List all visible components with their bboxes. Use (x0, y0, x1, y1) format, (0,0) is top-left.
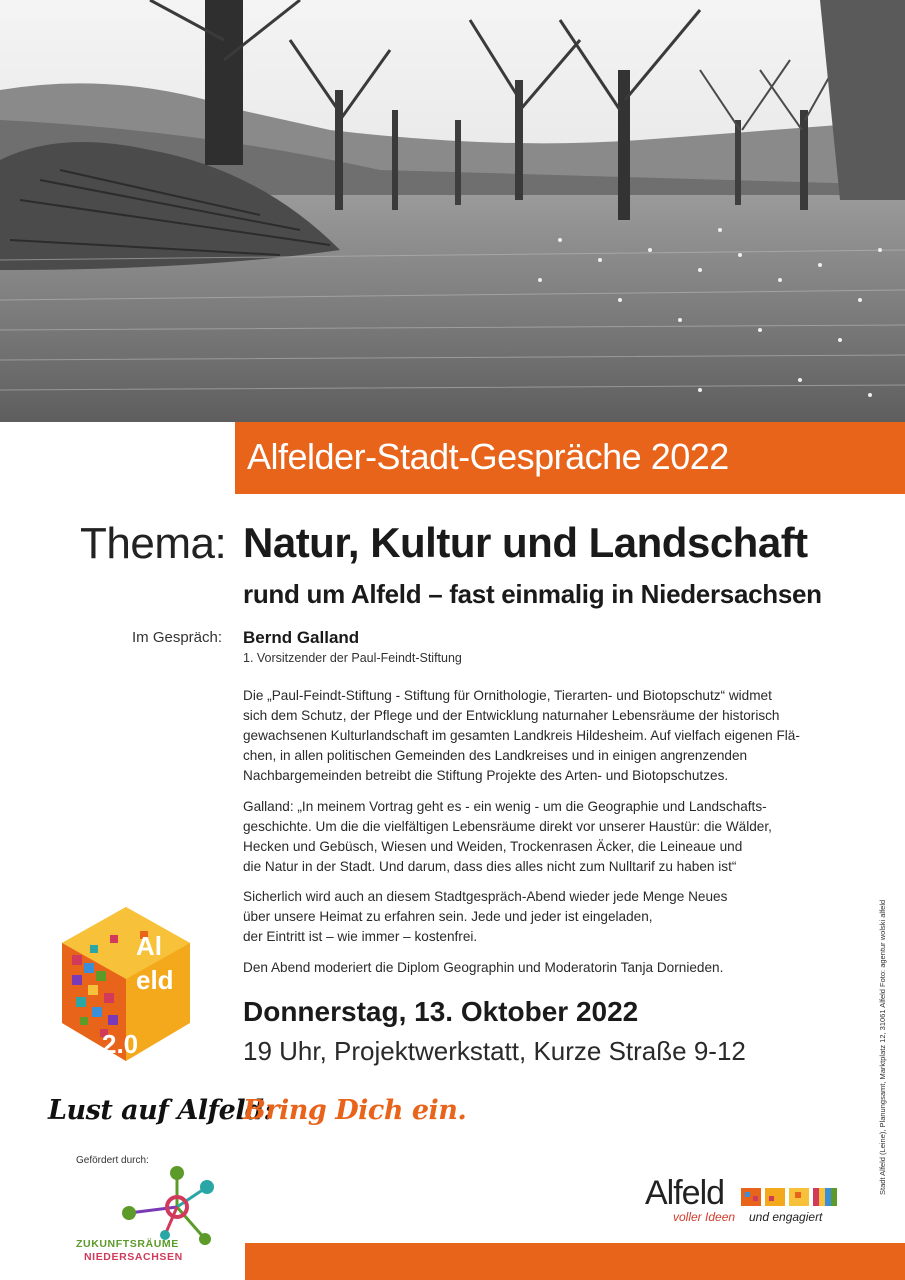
bottom-bar (245, 1243, 905, 1280)
paragraph-line: Die „Paul-Feindt-Stiftung - Stiftung für Ornithologie, Tierarten- und Biotopschutz“ widmet (243, 688, 772, 703)
thema-label: Thema: (80, 519, 227, 568)
paragraph-line: die Natur in der Stadt. Und darum, dass dies alles nicht zum Nulltarif zu haben ist“ (243, 859, 737, 874)
alfeld-cube-logo (60, 905, 192, 1065)
paragraph-invitation (243, 887, 843, 947)
event-date: Donnerstag, 13. Oktober 2022 (243, 996, 639, 1027)
paragraph-line: Galland: „In meinem Vortrag geht es - ein wenig - um die Geographie und Landschafts- (243, 799, 767, 814)
photo-credit: Stadt Alfeld (Leine), Planungsamt, Marktplatz 12, 31061 Alfeld Foto: agentur wolski alfeld (878, 899, 887, 1195)
cube-word-part2: eld (136, 965, 174, 995)
alfeld-city-logo (645, 1174, 845, 1230)
paragraph-line: gewachsenen Kulturlandschaft im gesamten Landkreis Hildesheim. Auf vielfach eigenen Flä- (243, 728, 800, 743)
cube-version: 2.0 (102, 1029, 139, 1059)
zukunftsraeume-logo (115, 1165, 225, 1245)
slogan-left: Lust auf Alfeld: (48, 1095, 273, 1126)
paragraph-quote (243, 797, 843, 877)
paragraph-line: über unsere Heimat zu erfahren sein. Jede und jeder ist eingeladen, (243, 909, 653, 924)
paragraph-moderator (243, 958, 843, 978)
gespraech-label: Im Gespräch: (132, 629, 223, 646)
cube-icon (60, 905, 192, 1065)
title-banner (235, 422, 905, 494)
paragraph-line: sich dem Schutz, der Pflege und der Entwicklung naturnaher Lebensräume der historisch (243, 708, 780, 723)
paragraph-foundation (243, 686, 843, 786)
speaker-role: 1. Vorsitzender der Paul-Feindt-Stiftung (243, 651, 462, 665)
paragraph-line: Hecken und Gebüsch, Wiesen und Weiden, Trockenrasen Äcker, die Leineaue und (243, 839, 743, 854)
city-logo-slogan-part1: voller Ideen (673, 1210, 736, 1224)
city-logo-word: Alfeld (645, 1174, 725, 1212)
paragraph-line: Den Abend moderiert die Diplom Geographin und Moderatorin Tanja Dornieden. (243, 960, 724, 975)
sponsor-name-line2: NIEDERSACHSEN (84, 1251, 183, 1263)
network-icon (115, 1165, 225, 1245)
slogan-right: Bring Dich ein. (243, 1095, 467, 1126)
landscape-illustration (0, 0, 905, 422)
sponsor-label: Gefördert durch: (76, 1155, 149, 1166)
city-logo-slogan-part2: und engagiert (749, 1210, 823, 1224)
cube-word-part1: Al (136, 931, 162, 961)
paragraph-line: der Eintritt ist – wie immer – kostenfrei. (243, 929, 478, 944)
sponsor-name-line1: ZUKUNFTSRÄUME (76, 1238, 179, 1250)
hero-photo (0, 0, 905, 422)
speaker-name: Bernd Galland (243, 628, 360, 647)
banner-title: Alfelder-Stadt-Gespräche 2022 (247, 436, 729, 477)
paragraph-line: chen, in allen politischen Gemeinden des Landkreises und in einigen angrenzenden (243, 748, 748, 763)
event-place: 19 Uhr, Projektwerkstatt, Kurze Straße 9-12 (243, 1036, 746, 1066)
paragraph-line: Sicherlich wird auch an diesem Stadtgespräch-Abend wieder jede Menge Neues (243, 889, 728, 904)
paragraph-line: geschichte. Um die die vielfältigen Lebensräume direkt vor unserer Haustür: die Wälder, (243, 819, 772, 834)
thema-title: Natur, Kultur und Landschaft (243, 519, 808, 566)
color-squares-icon (741, 1186, 837, 1208)
thema-subtitle: rund um Alfeld – fast einmalig in Niedersachsen (243, 579, 822, 609)
paragraph-line: Nachbargemeinden betreibt die Stiftung Projekte des Arten- und Biotopschutzes. (243, 768, 729, 783)
